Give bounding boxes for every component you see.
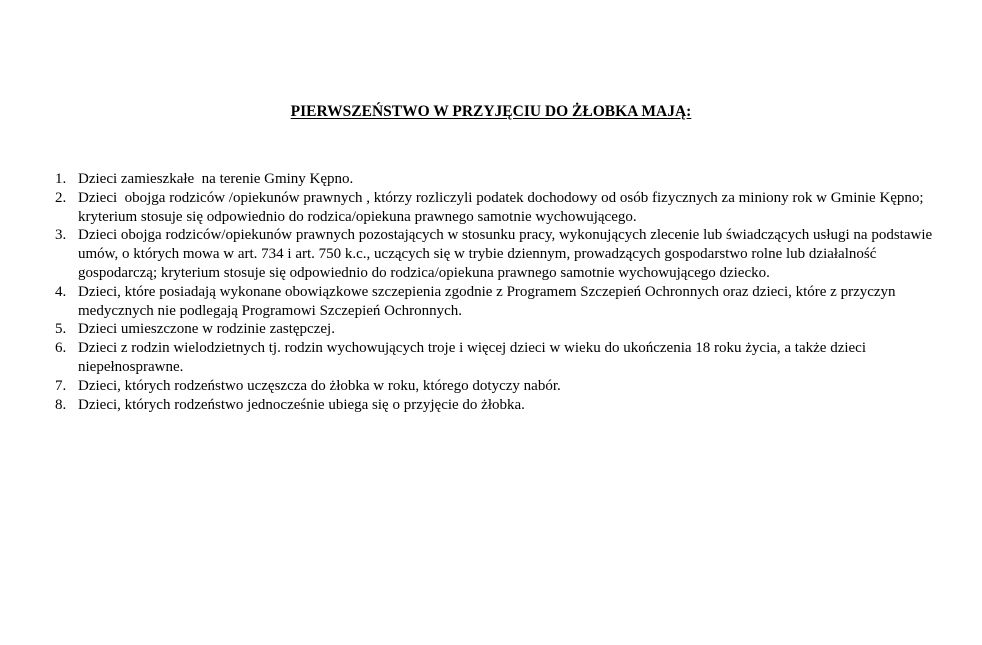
list-item — [55, 339, 958, 377]
list-item-number: 2. — [55, 189, 67, 206]
document-title: PIERWSZEŃSTWO W PRZYJĘCIU DO ŻŁOBKA MAJĄ: — [290, 103, 692, 120]
list-item — [55, 226, 958, 282]
list-item-text: Dzieci z rodzin wielodzietnych tj. rodzin wychowujących troje i więcej dzieci w wieku do ukończenia 18 roku życia, a także dzieci niepełnosprawne. — [78, 340, 870, 375]
list-item — [55, 396, 958, 415]
list-item-text: Dzieci, które posiadają wykonane obowiązkowe szczepienia zgodnie z Programem Szczepień Ochronnych oraz dzieci, które z przyczyn medycznych nie podlegają Programowi Szczepień Ochronnych. — [78, 283, 900, 319]
list-item-text: Dzieci, których rodzeństwo uczęszcza do żłobka w roku, którego dotyczy nabór. — [78, 377, 561, 394]
list-item-text: Dzieci umieszczone w rodzinie zastępczej. — [78, 321, 335, 338]
list-item-number: 8. — [55, 396, 67, 413]
list-item-text: Dzieci zamieszkałe na terenie Gminy Kępno. — [78, 171, 354, 187]
list-item-number: 7. — [55, 377, 67, 394]
list-item — [55, 377, 958, 396]
list-item-number: 4. — [55, 283, 67, 300]
list-item — [55, 189, 958, 227]
list-item-text: Dzieci, których rodzeństwo jednocześnie ubiega się o przyjęcie do żłobka. — [78, 396, 525, 413]
list-item-number: 6. — [55, 340, 67, 357]
list-item — [55, 283, 958, 321]
list-item-text: Dzieci obojga rodziców/opiekunów prawnych pozostających w stosunku pracy, wykonujących zlecenie lub świadczących usługi na podstawie umów, o których mowa w art. 734 i art. 750 k.c., uczących się w trybie dziennym, prowadzących gospodarstwo rolne lub działalność gospodarczą; kryterium stosuje się odpowiednio do rodzica/opiekuna prawnego samotnie wychowującego dziecko. — [78, 227, 936, 281]
list-item — [55, 320, 958, 339]
list-item — [55, 170, 958, 189]
list-item-number: 5. — [55, 321, 67, 338]
list-item-number: 3. — [55, 227, 67, 244]
list-item-number: 1. — [55, 171, 67, 187]
list-item-text: Dzieci obojga rodziców /opiekunów prawnych , którzy rozliczyli podatek dochodowy od osób fizycznych za miniony rok w Gminie Kępno; kryterium stosuje się odpowiednio do rodzica/opiekuna prawnego samotnie wychowującego. — [78, 189, 928, 225]
priority-criteria-list — [55, 170, 958, 414]
